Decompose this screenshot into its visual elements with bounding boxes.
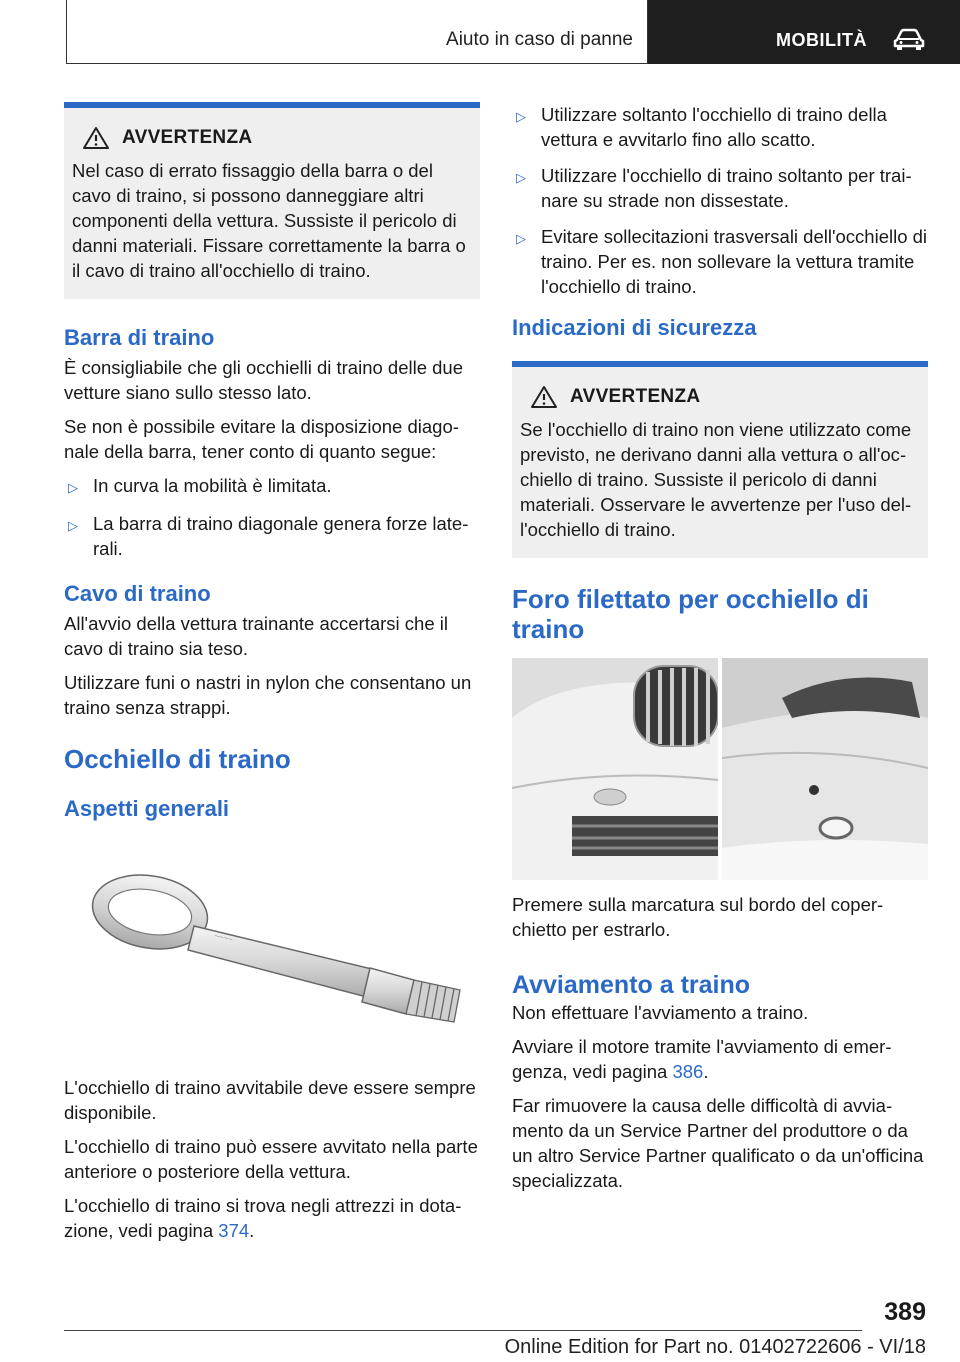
paragraph: All'avvio della vettura trainante accertarsi che il cavo di traino sia teso. — [64, 613, 448, 659]
warning-text: Se l'occhiello di traino non viene utilizzato come previsto, ne derivano danni alla vettura o all'occhiello di traino. Sussiste il pericolo di danni materiali. Osservare le avvertenze per l'uso dell'occhiello di traino. — [520, 419, 912, 540]
list-item-text: Evitare sollecitazioni trasversali dell'occhiello di traino. Per es. non sollevare la vettura tramite l'occhiello di traino. — [541, 226, 928, 297]
bullet-triangle-icon: ▷ — [516, 170, 526, 185]
subheading-aspetti: Aspetti generali — [64, 796, 230, 821]
list-item-text: Utilizzare l'occhiello di traino soltanto per trainare su strade non dissestate. — [541, 165, 912, 211]
warning-title-row — [72, 126, 472, 150]
heading-avviamento: Avviamento a traino — [512, 971, 751, 999]
heading-barra: Barra di traino — [64, 325, 215, 350]
paragraph: È consigliabile che gli occhielli di traino delle due vetture siano sullo stesso lato. — [64, 357, 464, 403]
list-item — [512, 102, 928, 152]
list-item-text: La barra di traino diagonale genera forze laterali. — [93, 513, 469, 559]
heading-occhiello: Occhiello di traino — [64, 744, 291, 774]
list-item-text: In curva la mobilità è limitata. — [93, 475, 332, 496]
header-chapter-title: MOBILITÀ — [776, 30, 867, 50]
svg-text:~~~~: ~~~~ — [213, 931, 234, 945]
bullet-triangle-icon: ▷ — [68, 518, 78, 533]
paragraph-end: . — [249, 1220, 255, 1241]
paragraph-with-link — [64, 1193, 480, 1243]
warning-title: AVVERTENZA — [570, 386, 701, 407]
page-number: 389 — [884, 1298, 926, 1326]
right-column — [512, 102, 928, 1202]
paragraph: L'occhiello di traino avvitabile deve essere sempre disponibile. — [64, 1077, 476, 1123]
paragraph-end: . — [703, 1061, 709, 1082]
left-column — [64, 102, 480, 1252]
page-link-386[interactable]: 386 — [672, 1061, 704, 1082]
edition-text: Online Edition for Part no. 01402722606 - VI/18 — [504, 1336, 926, 1358]
warning-title: AVVERTENZA — [122, 127, 253, 148]
paragraph: Se non è possibile evitare la disposizione diagonale della barra, tener conto di quanto segue: — [64, 416, 459, 462]
list-item — [64, 473, 480, 500]
warning-title-row — [520, 385, 920, 409]
heading-foro: Foro filettato per occhiello di traino — [512, 584, 869, 644]
header-section-title: Aiuto in caso di panne — [446, 29, 633, 50]
heading-cavo: Cavo di traino — [64, 581, 211, 606]
footer-divider — [64, 1330, 862, 1331]
warning-triangle-icon — [82, 126, 110, 150]
rear-bumper-photo — [722, 658, 928, 880]
warning-box — [64, 102, 480, 299]
paragraph: Far rimuovere la causa delle difficoltà di avviamento da un Service Partner del produttore o da un altro Service Partner qualificato o da un'officina specializzata. — [512, 1095, 924, 1191]
list-item — [512, 224, 928, 299]
car-icon — [893, 28, 925, 50]
paragraph-text: Avviare il motore tramite l'avviamento di emergenza, vedi pagina — [512, 1036, 892, 1082]
tow-hook-illustration — [64, 850, 480, 1060]
warning-text: Nel caso di errato fissaggio della barra o del cavo di traino, si possono danneggiare altri componenti della vettura. Sussiste il pericolo di danni materiali. Fissare correttamente la barra o il cavo di traino all'occhiello di traino. — [72, 160, 466, 281]
list-item-text: Utilizzare soltanto l'occhiello di traino della vettura e avvitarlo fino allo scatto. — [541, 104, 887, 150]
warning-box — [512, 361, 928, 558]
paragraph: Non effettuare l'avviamento a traino. — [512, 1002, 809, 1023]
bullet-triangle-icon: ▷ — [516, 231, 526, 246]
header-section-box — [66, 0, 648, 64]
photo-caption: Premere sulla marcatura sul bordo del coperchietto per estrarlo. — [512, 894, 884, 940]
paragraph: L'occhiello di traino può essere avvitato nella parte anteriore o posteriore della vettura. — [64, 1136, 478, 1182]
page-link-374[interactable]: 374 — [218, 1220, 250, 1241]
header-chapter-box — [648, 0, 960, 64]
list-item — [512, 163, 928, 213]
front-bumper-photo — [512, 658, 718, 880]
warning-triangle-icon — [530, 385, 558, 409]
paragraph: Utilizzare funi o nastri in nylon che consentano un traino senza strappi. — [64, 672, 472, 718]
paragraph-text: L'occhiello di traino si trova negli attrezzi in dotazione, vedi pagina — [64, 1195, 462, 1241]
bullet-triangle-icon: ▷ — [68, 480, 78, 495]
threaded-hole-photos — [512, 658, 928, 880]
paragraph-with-link — [512, 1034, 928, 1084]
bullet-triangle-icon: ▷ — [516, 109, 526, 124]
heading-sicurezza: Indicazioni di sicurezza — [512, 315, 757, 340]
list-item — [64, 511, 480, 561]
